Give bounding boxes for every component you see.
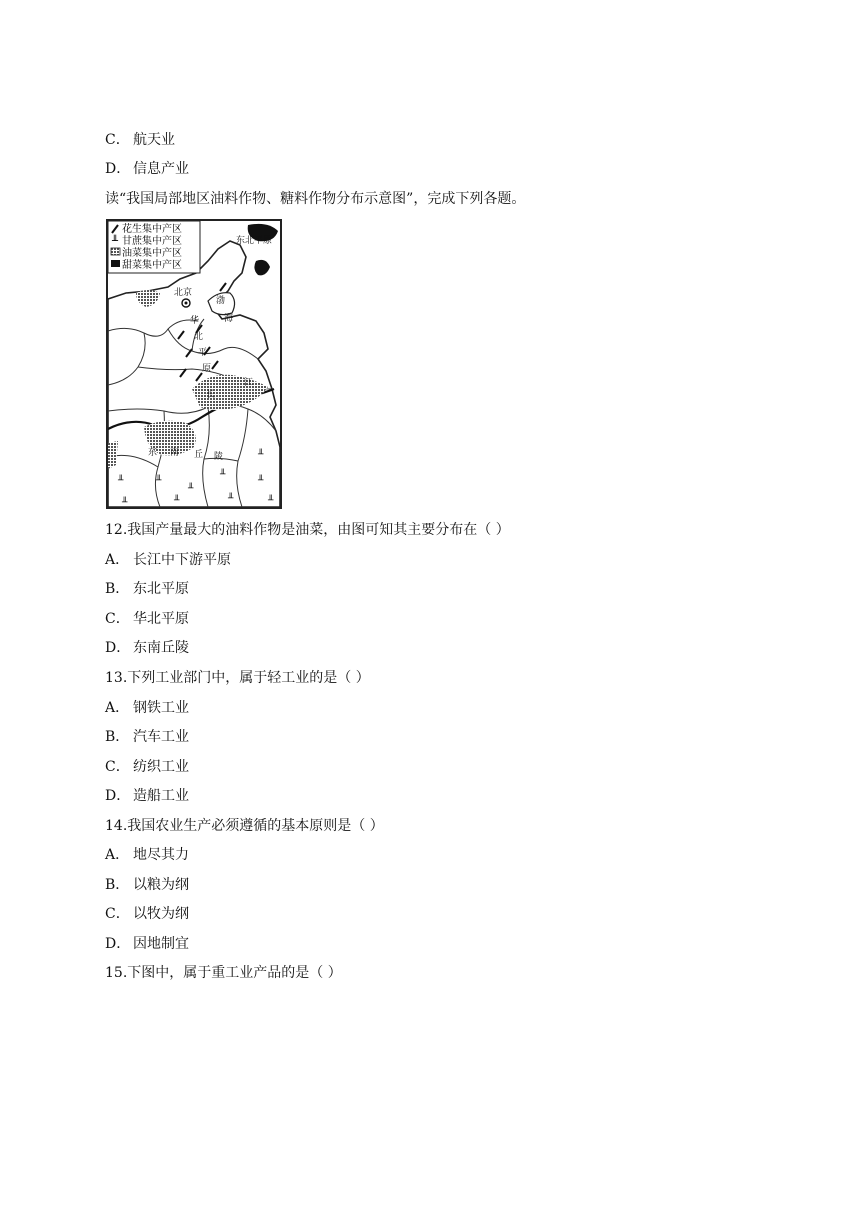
legend-peanut-label: 花生集中产区 [122, 224, 182, 235]
legend-rapeseed-label: 油菜集中产区 [122, 248, 182, 259]
option-text: 以粮为纲 [133, 877, 189, 893]
option-text: 以牧为纲 [133, 906, 189, 922]
option-letter: C． [105, 611, 130, 627]
crop-distribution-map [106, 219, 282, 509]
rapeseed-gray-icon [111, 248, 120, 255]
province-boundaries [108, 319, 276, 507]
q12-stem: 12.我国产量最大的油料作物是油菜，由图可知其主要分布在（ ） [105, 522, 510, 538]
coastline [108, 241, 280, 507]
legend-sugarbeet-label: 甜菜集中产区 [122, 260, 182, 271]
q14-option-d[interactable] [105, 934, 189, 954]
sugarbeet-black-icon [111, 260, 120, 267]
q14-option-b[interactable] [105, 875, 189, 895]
label-huabei-4: 原 [202, 364, 212, 374]
option-text: 东北平原 [133, 581, 189, 597]
option-text: 地尽其力 [133, 847, 189, 863]
svg-text:╨: ╨ [258, 450, 264, 460]
label-huabei-2: 北 [194, 332, 204, 342]
map-legend [108, 221, 200, 273]
svg-text:╨: ╨ [268, 496, 274, 506]
legend-sugarcane-label: 甘蔗集中产区 [122, 236, 182, 247]
option-letter: C． [105, 132, 130, 148]
label-yangtze-2: 江 [244, 378, 254, 388]
svg-text:╨: ╨ [228, 494, 234, 504]
q14-stem: 14.我国农业生产必须遵循的基本原则是（ ） [105, 818, 384, 834]
q13-option-b[interactable] [105, 727, 189, 747]
svg-text:╨: ╨ [188, 484, 194, 494]
option-letter: D． [105, 161, 131, 177]
option-text: 因地制宜 [133, 936, 189, 952]
option-text: 造船工业 [133, 788, 189, 804]
label-huabei-3: 平 [198, 348, 208, 358]
q12-option-b[interactable] [105, 579, 189, 599]
option-text: 汽车工业 [133, 729, 189, 745]
option-letter: D． [105, 640, 131, 656]
label-huabei-1: 华 [190, 316, 200, 326]
option-letter: A． [105, 552, 130, 568]
option-letter: C． [105, 906, 130, 922]
option-letter: B． [105, 729, 130, 745]
option-text: 纺织工业 [133, 759, 189, 775]
option-letter: A． [105, 847, 130, 863]
sugarcane-glyph-icon: ╨ [112, 236, 119, 247]
option-letter: B． [105, 581, 130, 597]
q13-option-a[interactable] [105, 698, 189, 718]
q14-option-c[interactable] [105, 904, 189, 924]
label-bohai: 渤 [216, 296, 226, 306]
q15-stem: 15.下图中，属于重工业产品的是（ ） [105, 965, 342, 981]
q14-option-a[interactable] [105, 845, 189, 865]
label-yangtze-1: 长 [206, 390, 216, 400]
q11-option-c[interactable] [105, 130, 175, 150]
map-intro-text: 读“我国局部地区油料作物、糖料作物分布示意图”，完成下列各题。 [105, 191, 526, 207]
label-southeast-3: 丘 [194, 450, 204, 460]
option-text: 钢铁工业 [133, 700, 189, 716]
label-southeast-2: 南 [170, 448, 180, 458]
q13-stem: 13.下列工业部门中，属于轻工业的是（ ） [105, 670, 370, 686]
svg-text:╨: ╨ [122, 498, 128, 507]
svg-text:╨: ╨ [174, 496, 180, 506]
option-text: 信息产业 [133, 161, 189, 177]
svg-text:╨: ╨ [220, 470, 226, 480]
label-southeast-1: 东 [148, 448, 158, 458]
label-southeast-4: 陵 [214, 452, 224, 462]
q12-option-c[interactable] [105, 609, 189, 629]
sugarbeet-areas [248, 224, 278, 275]
svg-text:╨: ╨ [156, 476, 162, 486]
option-text: 华北平原 [133, 611, 189, 627]
q12-option-a[interactable] [105, 550, 231, 570]
option-letter: D． [105, 936, 131, 952]
label-sea: 海 [224, 314, 234, 324]
option-letter: C． [105, 759, 130, 775]
label-northeast-plain: 东北平原 [236, 236, 273, 246]
label-beijing: 北京 [174, 288, 193, 298]
q12-option-d[interactable] [105, 638, 189, 658]
q13-option-c[interactable] [105, 757, 189, 777]
option-letter: A． [105, 700, 130, 716]
option-letter: D． [105, 788, 131, 804]
q11-option-d[interactable] [105, 159, 189, 179]
svg-text:╨: ╨ [118, 476, 124, 486]
option-letter: B． [105, 877, 130, 893]
option-text: 东南丘陵 [133, 640, 189, 656]
option-text: 长江中下游平原 [133, 552, 231, 568]
option-text: 航天业 [133, 132, 175, 148]
q13-option-d[interactable] [105, 786, 189, 806]
svg-text:╨: ╨ [258, 476, 264, 486]
